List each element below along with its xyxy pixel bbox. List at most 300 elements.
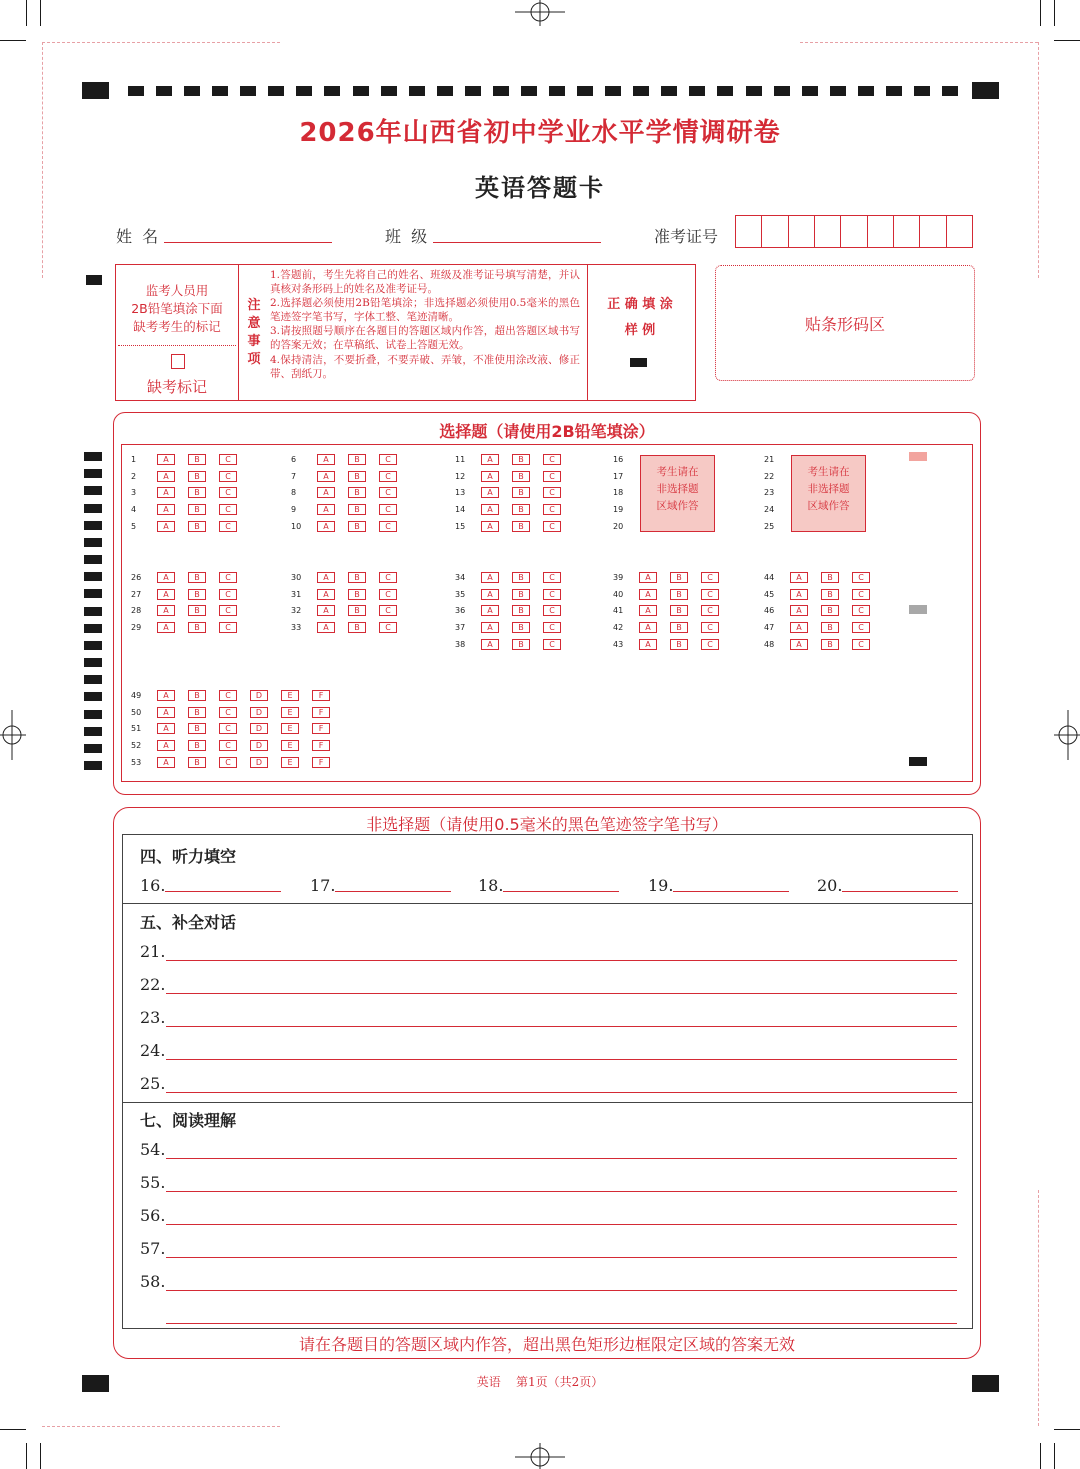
blank-line[interactable]	[503, 891, 619, 892]
option-bubble[interactable]: A	[157, 757, 175, 768]
timing-mark	[84, 469, 102, 478]
note-item-2: 2.选择题必须使用2B铅笔填涂；非选择题必须使用0.5毫米的黑色笔迹签字笔书写，字体工整、笔迹清晰。	[270, 297, 580, 324]
proctor-line-2: 2B铅笔填涂下面	[131, 301, 223, 316]
notice-1-line-1: 考生请在	[656, 466, 699, 478]
option-bubble[interactable]: A	[639, 589, 657, 600]
answer-line[interactable]	[166, 1059, 957, 1060]
option-bubble[interactable]: B	[670, 589, 688, 600]
option-bubble[interactable]: B	[512, 504, 530, 515]
question-number: 31	[291, 589, 302, 599]
question-number: 21	[764, 454, 775, 464]
exam-title: 2026年山西省初中学业水平学情调研卷	[299, 118, 781, 148]
timing-mark	[886, 86, 902, 96]
option-bubble[interactable]: A	[481, 572, 499, 583]
option-bubble[interactable]: A	[157, 740, 175, 751]
question-number: 44	[764, 572, 775, 582]
option-bubble[interactable]: A	[157, 504, 175, 515]
question-row	[764, 569, 883, 586]
crosshair-bottom-icon	[515, 1443, 565, 1469]
option-bubble[interactable]: C	[219, 521, 237, 532]
blank-number: 20.	[817, 876, 843, 895]
timing-mark	[84, 521, 102, 530]
question-number: 43	[613, 640, 624, 650]
notes-heading	[244, 297, 264, 369]
question-row	[764, 485, 790, 502]
option-bubble[interactable]: C	[379, 504, 397, 515]
question-number: 13	[455, 488, 466, 498]
section5-divider	[122, 1102, 973, 1103]
option-bubble[interactable]: C	[543, 605, 561, 616]
option-bubble[interactable]: C	[219, 723, 237, 734]
question-row	[764, 468, 790, 485]
option-bubble[interactable]: A	[481, 487, 499, 498]
option-bubble[interactable]: B	[512, 454, 530, 465]
timing-mark	[914, 86, 930, 96]
question-row	[613, 636, 732, 653]
option-bubble[interactable]: C	[219, 740, 237, 751]
timing-mark	[409, 86, 425, 96]
notice-2-line-3: 区域作答	[807, 500, 850, 512]
question-column	[131, 569, 250, 636]
question-number: 41	[613, 606, 624, 616]
timing-mark	[84, 641, 102, 650]
blank-line[interactable]	[842, 891, 958, 892]
option-bubble[interactable]: C	[219, 504, 237, 515]
section4-divider	[122, 903, 973, 904]
ticket-digit-box[interactable]	[920, 216, 946, 247]
option-bubble[interactable]: B	[188, 605, 206, 616]
timing-mark	[84, 675, 102, 684]
question-row	[455, 501, 574, 518]
option-bubble[interactable]: A	[317, 572, 335, 583]
question-row	[291, 451, 410, 468]
option-bubble[interactable]: C	[379, 521, 397, 532]
note-item-3: 3.请按照题号顺序在各题目的答题区域内作答，超出答题区域书写的答案无效；在草稿纸、试卷上答题无效。	[270, 325, 580, 352]
question-row	[613, 518, 639, 535]
option-bubble[interactable]: A	[481, 504, 499, 515]
timing-strip-left	[84, 452, 102, 770]
option-bubble[interactable]: C	[219, 589, 237, 600]
option-bubble[interactable]: E	[281, 740, 299, 751]
option-bubble[interactable]: A	[481, 521, 499, 532]
option-bubble[interactable]: B	[348, 454, 366, 465]
option-bubble[interactable]: B	[821, 605, 839, 616]
option-bubble[interactable]: B	[188, 707, 206, 718]
option-bubble[interactable]: B	[188, 589, 206, 600]
option-bubble[interactable]: C	[219, 572, 237, 583]
option-bubble[interactable]: A	[157, 572, 175, 583]
option-bubble[interactable]: E	[281, 707, 299, 718]
option-bubble[interactable]: A	[790, 639, 808, 650]
blank-number: 16.	[140, 876, 166, 895]
blank-line[interactable]	[673, 891, 789, 892]
option-bubble[interactable]: B	[512, 471, 530, 482]
option-bubble[interactable]: F	[312, 740, 330, 751]
option-bubble[interactable]: C	[701, 639, 719, 650]
section4-row	[140, 876, 960, 898]
option-bubble[interactable]: C	[852, 622, 870, 633]
option-bubble[interactable]: B	[348, 589, 366, 600]
option-bubble[interactable]: D	[250, 740, 268, 751]
option-bubble[interactable]: A	[317, 471, 335, 482]
question-row	[131, 451, 250, 468]
option-bubble[interactable]: A	[157, 622, 175, 633]
question-number: 46	[764, 606, 775, 616]
option-bubble[interactable]: A	[317, 521, 335, 532]
timing-strip-top	[128, 86, 958, 96]
option-bubble[interactable]: C	[543, 589, 561, 600]
section7-heading: 七、阅读理解	[140, 1111, 237, 1130]
option-bubble[interactable]: A	[157, 723, 175, 734]
nonchoice-notice-1	[640, 455, 715, 532]
question-number: 51	[131, 724, 142, 734]
answer-line[interactable]	[166, 1026, 957, 1027]
ticket-digit-box[interactable]	[947, 216, 972, 247]
option-bubble[interactable]: A	[157, 471, 175, 482]
option-bubble[interactable]: B	[348, 521, 366, 532]
question-number: 19	[613, 505, 624, 515]
timing-mark	[128, 86, 144, 96]
option-bubble[interactable]: A	[157, 487, 175, 498]
option-bubble[interactable]: B	[348, 622, 366, 633]
option-bubble[interactable]: B	[821, 639, 839, 650]
blank-line[interactable]	[165, 891, 281, 892]
question-number: 4	[131, 505, 137, 515]
question-row	[455, 603, 574, 620]
section4-heading: 四、听力填空	[140, 847, 237, 866]
question-row	[455, 451, 574, 468]
question-number: 9	[291, 505, 297, 515]
timing-mark	[717, 86, 733, 96]
option-bubble[interactable]: C	[852, 605, 870, 616]
question-number: 32	[291, 606, 302, 616]
timing-mark	[746, 86, 762, 96]
option-bubble[interactable]: C	[219, 690, 237, 701]
cut-line-top-left	[42, 42, 280, 43]
question-row	[291, 501, 410, 518]
timing-mark	[184, 86, 200, 96]
answer-line[interactable]	[166, 1257, 957, 1258]
option-bubble[interactable]: C	[701, 605, 719, 616]
question-row	[455, 468, 574, 485]
option-bubble[interactable]: B	[512, 589, 530, 600]
question-row	[291, 485, 410, 502]
question-row	[131, 569, 250, 586]
crop-mark-tr	[1020, 0, 1080, 60]
option-bubble[interactable]: F	[312, 690, 330, 701]
question-column	[131, 451, 250, 535]
option-bubble[interactable]: F	[312, 757, 330, 768]
option-bubble[interactable]: A	[790, 589, 808, 600]
marker-black	[909, 757, 927, 766]
question-row	[291, 468, 410, 485]
timing-mark	[633, 86, 649, 96]
option-bubble[interactable]: C	[543, 454, 561, 465]
question-row	[131, 737, 343, 754]
question-row	[764, 518, 790, 535]
option-bubble[interactable]: A	[481, 471, 499, 482]
answer-line[interactable]	[166, 1158, 957, 1159]
answer-line[interactable]	[166, 993, 957, 994]
option-bubble[interactable]: C	[219, 471, 237, 482]
option-bubble[interactable]: A	[481, 454, 499, 465]
option-bubble[interactable]: A	[639, 572, 657, 583]
question-number: 39	[613, 572, 624, 582]
timing-mark	[84, 452, 102, 461]
option-bubble[interactable]: B	[670, 639, 688, 650]
option-bubble[interactable]: B	[512, 487, 530, 498]
answer-extra-line[interactable]	[166, 1323, 957, 1324]
option-bubble[interactable]: B	[512, 605, 530, 616]
ticket-digit-box[interactable]	[789, 216, 815, 247]
option-bubble[interactable]: C	[219, 605, 237, 616]
question-number: 25	[764, 522, 775, 532]
answer-number: 25.	[140, 1074, 166, 1093]
option-bubble[interactable]: B	[821, 589, 839, 600]
option-bubble[interactable]: B	[188, 572, 206, 583]
blank-number: 18.	[478, 876, 504, 895]
option-bubble[interactable]: B	[188, 757, 206, 768]
option-bubble[interactable]: E	[281, 757, 299, 768]
question-number: 8	[291, 488, 297, 498]
option-bubble[interactable]: C	[379, 471, 397, 482]
timing-mark	[84, 486, 102, 495]
option-bubble[interactable]: B	[188, 471, 206, 482]
option-bubble[interactable]: A	[317, 605, 335, 616]
question-row	[131, 485, 250, 502]
question-number: 17	[613, 471, 624, 481]
cut-line-left	[42, 42, 43, 278]
option-bubble[interactable]: A	[481, 639, 499, 650]
corner-marker-tr	[972, 82, 999, 99]
option-bubble[interactable]: A	[317, 487, 335, 498]
option-bubble[interactable]: A	[157, 707, 175, 718]
question-number: 47	[764, 623, 775, 633]
answer-number: 54.	[140, 1140, 166, 1159]
choice-block-3	[131, 687, 431, 777]
option-bubble[interactable]: C	[219, 487, 237, 498]
option-bubble[interactable]: F	[312, 723, 330, 734]
ticket-digit-box[interactable]	[868, 216, 894, 247]
option-bubble[interactable]: C	[701, 589, 719, 600]
absent-label: 缺考标记	[146, 378, 207, 396]
ticket-digit-box[interactable]	[736, 216, 762, 247]
option-bubble[interactable]: D	[250, 690, 268, 701]
sample-label	[590, 292, 690, 344]
option-bubble[interactable]: C	[219, 757, 237, 768]
notice-1-line-2: 非选择题	[656, 483, 699, 495]
option-bubble[interactable]: A	[639, 605, 657, 616]
option-bubble[interactable]: C	[379, 487, 397, 498]
option-bubble[interactable]: B	[670, 622, 688, 633]
question-number: 14	[455, 505, 466, 515]
question-row	[613, 485, 639, 502]
option-bubble[interactable]: A	[639, 622, 657, 633]
option-bubble[interactable]: B	[188, 504, 206, 515]
question-row	[455, 569, 574, 586]
absent-checkbox[interactable]	[171, 354, 185, 369]
question-number: 38	[455, 640, 466, 650]
question-number: 48	[764, 640, 775, 650]
class-field[interactable]	[433, 242, 601, 243]
option-bubble[interactable]: C	[701, 622, 719, 633]
name-field[interactable]	[164, 242, 332, 243]
option-bubble[interactable]: B	[512, 639, 530, 650]
question-row	[455, 619, 574, 636]
option-bubble[interactable]: C	[543, 521, 561, 532]
nonchoice-notice-2	[791, 455, 866, 532]
answer-number: 56.	[140, 1206, 166, 1225]
option-bubble[interactable]: B	[188, 454, 206, 465]
sample-filled-mark	[630, 358, 647, 367]
option-bubble[interactable]: B	[512, 521, 530, 532]
question-number: 10	[291, 522, 302, 532]
option-bubble[interactable]: B	[512, 572, 530, 583]
answer-line[interactable]	[166, 960, 957, 961]
option-bubble[interactable]: A	[481, 589, 499, 600]
option-bubble[interactable]: A	[481, 622, 499, 633]
option-bubble[interactable]: B	[188, 622, 206, 633]
option-bubble[interactable]: C	[543, 622, 561, 633]
timing-mark	[268, 86, 284, 96]
answer-number: 23.	[140, 1008, 166, 1027]
option-bubble[interactable]: B	[821, 572, 839, 583]
notes-heading-3: 事	[247, 334, 261, 349]
answer-line[interactable]	[166, 1092, 957, 1093]
question-row	[764, 451, 790, 468]
option-bubble[interactable]: B	[512, 622, 530, 633]
timing-mark	[84, 607, 102, 616]
ticket-digit-box[interactable]	[894, 216, 920, 247]
crop-mark-br	[1020, 1409, 1080, 1469]
answer-line[interactable]	[166, 1191, 957, 1192]
option-bubble[interactable]: A	[317, 589, 335, 600]
option-bubble[interactable]: A	[639, 639, 657, 650]
option-bubble[interactable]: B	[821, 622, 839, 633]
cut-line-bottom-right-v	[1038, 1190, 1039, 1426]
timing-mark	[84, 538, 102, 547]
question-row	[613, 451, 639, 468]
option-bubble[interactable]: B	[348, 504, 366, 515]
option-bubble[interactable]: B	[348, 572, 366, 583]
option-bubble[interactable]: A	[790, 605, 808, 616]
choice-block-2	[131, 569, 891, 659]
timing-mark	[84, 727, 102, 736]
option-bubble[interactable]: A	[157, 690, 175, 701]
notice-1-line-3: 区域作答	[656, 500, 699, 512]
timing-mark	[774, 86, 790, 96]
option-bubble[interactable]: B	[670, 605, 688, 616]
option-bubble[interactable]: C	[219, 622, 237, 633]
option-bubble[interactable]: C	[379, 572, 397, 583]
option-bubble[interactable]: C	[219, 707, 237, 718]
option-bubble[interactable]: C	[379, 589, 397, 600]
timing-mark	[84, 624, 102, 633]
option-bubble[interactable]: B	[188, 740, 206, 751]
option-bubble[interactable]: B	[188, 690, 206, 701]
question-number: 16	[613, 454, 624, 464]
option-bubble[interactable]: A	[790, 572, 808, 583]
option-bubble[interactable]: C	[852, 639, 870, 650]
option-bubble[interactable]: A	[157, 454, 175, 465]
option-bubble[interactable]: B	[188, 723, 206, 734]
option-bubble[interactable]: A	[481, 605, 499, 616]
question-row	[455, 485, 574, 502]
option-bubble[interactable]: A	[157, 521, 175, 532]
option-bubble[interactable]: B	[348, 487, 366, 498]
option-bubble[interactable]: B	[348, 605, 366, 616]
option-bubble[interactable]: C	[379, 622, 397, 633]
option-bubble[interactable]: A	[317, 622, 335, 633]
answer-line[interactable]	[166, 1224, 957, 1225]
option-bubble[interactable]: E	[281, 723, 299, 734]
question-column	[764, 451, 790, 535]
crop-mark-bl	[0, 1409, 60, 1469]
option-bubble[interactable]: B	[670, 572, 688, 583]
question-column	[291, 569, 410, 636]
option-bubble[interactable]: B	[188, 521, 206, 532]
answer-number: 57.	[140, 1239, 166, 1258]
timing-mark	[84, 555, 102, 564]
option-bubble[interactable]: A	[317, 504, 335, 515]
question-row	[131, 619, 250, 636]
ticket-number-boxes[interactable]	[735, 215, 973, 248]
option-bubble[interactable]: B	[348, 471, 366, 482]
option-bubble[interactable]: C	[379, 454, 397, 465]
option-bubble[interactable]: E	[281, 690, 299, 701]
question-number: 53	[131, 758, 142, 768]
ticket-digit-box[interactable]	[841, 216, 867, 247]
question-row	[131, 704, 343, 721]
option-bubble[interactable]: A	[157, 589, 175, 600]
notice-divider-1	[238, 264, 239, 401]
option-bubble[interactable]: C	[852, 572, 870, 583]
option-bubble[interactable]: D	[250, 707, 268, 718]
timing-mark	[240, 86, 256, 96]
option-bubble[interactable]: D	[250, 757, 268, 768]
option-bubble[interactable]: C	[543, 487, 561, 498]
option-bubble[interactable]: C	[543, 572, 561, 583]
answer-line[interactable]	[166, 1290, 957, 1291]
option-bubble[interactable]: C	[543, 471, 561, 482]
option-bubble[interactable]: C	[543, 504, 561, 515]
blank-line[interactable]	[335, 891, 451, 892]
question-number: 45	[764, 589, 775, 599]
option-bubble[interactable]: F	[312, 707, 330, 718]
option-bubble[interactable]: A	[790, 622, 808, 633]
option-bubble[interactable]: C	[852, 589, 870, 600]
option-bubble[interactable]: C	[701, 572, 719, 583]
question-row	[131, 501, 250, 518]
option-bubble[interactable]: C	[219, 454, 237, 465]
question-number: 26	[131, 572, 142, 582]
option-bubble[interactable]: D	[250, 723, 268, 734]
option-bubble[interactable]: C	[543, 639, 561, 650]
ticket-digit-box[interactable]	[815, 216, 841, 247]
question-number: 12	[455, 471, 466, 481]
option-bubble[interactable]: A	[317, 454, 335, 465]
notes-heading-2: 意	[247, 316, 261, 331]
ticket-number-label: 准考证号	[654, 227, 719, 246]
crosshair-left-icon	[0, 710, 26, 760]
option-bubble[interactable]: A	[157, 605, 175, 616]
question-row	[455, 518, 574, 535]
ticket-digit-box[interactable]	[762, 216, 788, 247]
timing-mark	[84, 692, 102, 701]
timing-mark	[521, 86, 537, 96]
option-bubble[interactable]: C	[379, 605, 397, 616]
option-bubble[interactable]: B	[188, 487, 206, 498]
